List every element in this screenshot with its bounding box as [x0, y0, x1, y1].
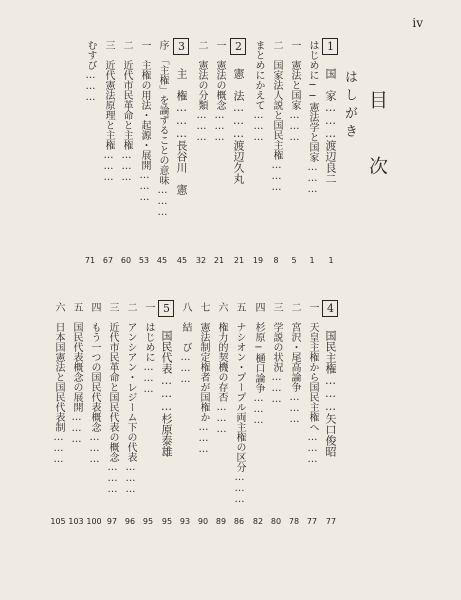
page-reference: 53	[138, 256, 150, 265]
author-name: 渡辺久丸	[232, 140, 245, 184]
page-reference: 19	[252, 256, 264, 265]
page-reference: 77	[325, 517, 337, 526]
toc-entry: 序 「主権」を論ずることの意味………	[157, 40, 168, 218]
toc-entry: 八 結 び………	[180, 302, 191, 385]
chapter-heading: 3 主 権………長谷川 憲	[175, 40, 188, 195]
toc-entry: 六 日本国憲法と国民代表制………	[53, 302, 64, 465]
page-reference: 1	[328, 256, 334, 265]
page-reference: 77	[306, 517, 318, 526]
toc-entry: はじめに──憲法学と国家………	[307, 40, 318, 195]
toc-entry: 四 杉原−樋口論争………	[253, 302, 264, 426]
toc-entry: 七 憲法制定権者が国権か………	[198, 302, 209, 455]
page-reference: 100	[86, 517, 102, 526]
author-name: 杉原泰雄	[160, 413, 173, 457]
toc-entry: 二 近代市民革命と主権………	[121, 40, 132, 183]
page-reference: 21	[213, 256, 225, 265]
page-reference: 103	[68, 517, 84, 526]
author-name: 矢口俊昭	[324, 413, 337, 457]
page-reference: 8	[273, 256, 279, 265]
page-reference: 95	[161, 517, 173, 526]
page-reference: 78	[288, 517, 300, 526]
chapter-heading: 5 国民代表………杉原泰雄	[160, 302, 173, 457]
author-name: 長谷川 憲	[175, 140, 188, 195]
toc-entry: 一 主権の用法・起源・展開………	[139, 40, 150, 203]
chapter-number-box: 5	[160, 302, 173, 315]
toc-entry: 一 天皇主権から国民主権へ………	[307, 302, 318, 465]
page-number: iv	[412, 16, 423, 30]
page-reference: 82	[252, 517, 264, 526]
page-title: 目 次	[366, 90, 388, 189]
toc-entry: 六 権力的契機の存否………	[216, 302, 227, 435]
toc-entry: むすび………	[85, 40, 96, 103]
toc-entry: 四 もう一つの国民代表概念………	[89, 302, 100, 465]
toc-entry: 三 近代憲法原理と主権………	[103, 40, 114, 183]
page-reference: 45	[156, 256, 168, 265]
page-reference: 97	[106, 517, 118, 526]
toc-entry: 五 ナシオン・プープル両主権の区分………	[234, 302, 245, 505]
toc-entry: まとめにかえて………	[253, 40, 264, 143]
page-reference: 1	[309, 256, 315, 265]
page-reference: 86	[233, 517, 245, 526]
page-reference: 89	[215, 517, 227, 526]
chapter-number-box: 1	[324, 40, 337, 53]
page-reference: 96	[124, 517, 136, 526]
page-reference: 21	[233, 256, 245, 265]
toc-entry: 一 憲法と国家………	[289, 40, 300, 143]
toc-entry: 三 近代市民革命と国民代表の概念………	[107, 302, 118, 495]
chapter-number-box: 2	[232, 40, 245, 53]
chapter-heading: 1 国 家………渡辺良二	[324, 40, 337, 184]
toc-entry: 二 アンシアン・レジーム下の代表………	[125, 302, 136, 495]
author-name: 渡辺良二	[324, 140, 337, 184]
toc-entry: 一 憲法の概念………	[214, 40, 225, 143]
page-reference: 67	[102, 256, 114, 265]
page-reference: 90	[197, 517, 209, 526]
page-reference: 95	[142, 517, 154, 526]
page-reference: 80	[270, 517, 282, 526]
page-reference: 105	[50, 517, 66, 526]
toc-entry: 三 学説の状況………	[271, 302, 282, 405]
page-reference: 32	[195, 256, 207, 265]
chapter-number-box: 3	[175, 40, 188, 53]
toc-entry: 二 憲法の分類………	[196, 40, 207, 143]
toc-entry: 二 宮沢・尾高論争………	[289, 302, 300, 425]
toc-entry: 一 はじめに………	[143, 302, 154, 395]
preface-entry: はしがき	[342, 70, 357, 142]
chapter-heading: 2 憲 法………渡辺久丸	[232, 40, 245, 184]
page-reference: 60	[120, 256, 132, 265]
chapter-number-box: 4	[324, 302, 337, 315]
toc-entry: 五 国民代表概念の展開………	[71, 302, 82, 445]
page-reference: 93	[179, 517, 191, 526]
toc-entry: 二 国家法人説と国民主権………	[271, 40, 282, 193]
page-reference: 45	[176, 256, 188, 265]
page-reference: 5	[291, 256, 297, 265]
page-reference: 71	[84, 256, 96, 265]
chapter-heading: 4 国民主権………矢口俊昭	[324, 302, 337, 457]
